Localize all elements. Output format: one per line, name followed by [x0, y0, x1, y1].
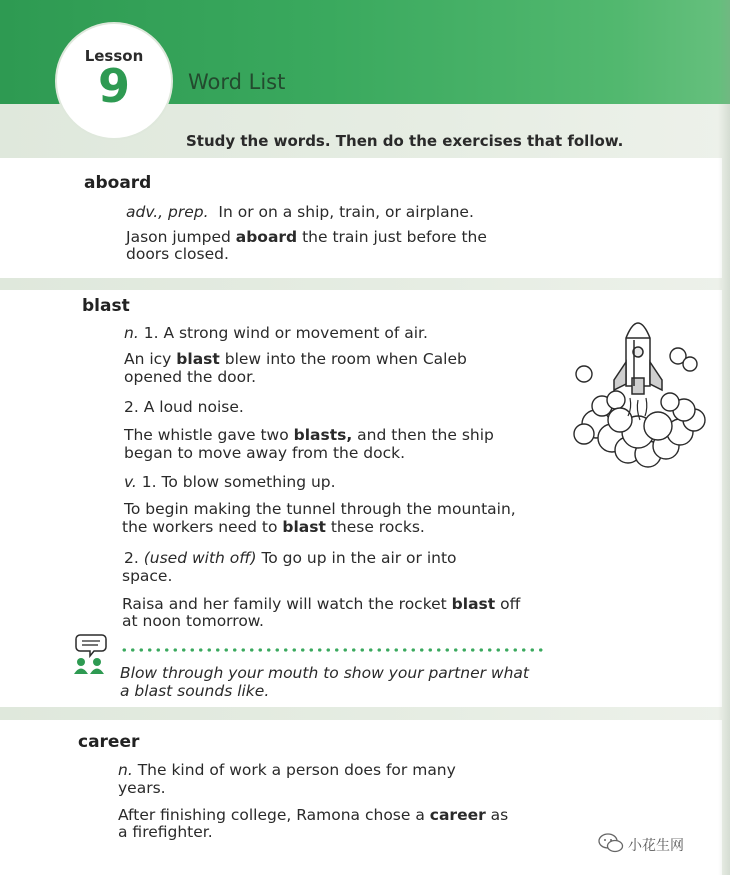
- partner-talk-icon: [72, 633, 112, 677]
- definition-aboard: [126, 203, 474, 221]
- example-text: An icy: [124, 350, 177, 368]
- page-title: Word List: [188, 70, 286, 94]
- example-career-line2: a firefighter.: [118, 823, 213, 841]
- example-keyword: blasts,: [293, 426, 353, 444]
- example-blast-3-line1: To begin making the tunnel through the mountain,: [124, 500, 516, 518]
- definition-text: To go up in the air or into: [256, 549, 457, 567]
- pos-noun: n.: [118, 761, 133, 779]
- definition-blast-4: [124, 549, 457, 567]
- sense-number: 2.: [124, 549, 139, 567]
- example-text: and then the ship: [352, 426, 494, 444]
- pos-noun: n.: [124, 324, 139, 342]
- example-text: Raisa and her family will watch the rocket: [122, 595, 452, 613]
- definition-blast-2: [124, 398, 244, 416]
- example-aboard: [126, 228, 487, 246]
- example-keyword: aboard: [235, 228, 298, 246]
- usage-note: (used with off): [143, 549, 257, 567]
- definition-text: A loud noise.: [143, 398, 244, 416]
- example-text: The whistle gave two: [124, 426, 294, 444]
- example-text: After finishing college, Ramona chose a: [118, 806, 430, 824]
- page-edge-shadow: [718, 0, 730, 875]
- example-blast-4-line2: at noon tomorrow.: [122, 612, 264, 630]
- definition-text: In or on a ship, train, or airplane.: [218, 203, 474, 221]
- pos-aboard: adv., prep.: [126, 203, 209, 221]
- definition-blast-4-line2: space.: [122, 567, 173, 585]
- headword-career: career: [78, 732, 140, 752]
- partner-tip: [120, 664, 560, 700]
- example-keyword: career: [429, 806, 486, 824]
- example-text: off: [495, 595, 521, 613]
- dotted-divider: [120, 648, 545, 652]
- definition-text: To blow something up.: [161, 473, 336, 491]
- sense-number: 1.: [143, 324, 159, 342]
- definition-blast-1: [124, 324, 428, 342]
- example-blast-3: [122, 518, 425, 536]
- example-blast-4: [122, 595, 520, 613]
- lesson-number: 9: [97, 59, 130, 113]
- headword-aboard: aboard: [84, 173, 152, 193]
- example-keyword: blast: [282, 518, 326, 536]
- definition-text: The kind of work a person does for many: [137, 761, 456, 779]
- tip-line-1: Blow through your mouth to show your partner what: [120, 664, 529, 682]
- sense-number: 1.: [141, 473, 157, 491]
- example-keyword: blast: [451, 595, 496, 613]
- sense-number: 2.: [124, 398, 139, 416]
- definition-career: [118, 761, 456, 779]
- pos-verb: v.: [124, 473, 137, 491]
- instructions: Study the words. Then do the exercises that follow.: [186, 132, 624, 150]
- definition-career-line2: years.: [118, 779, 166, 797]
- example-blast-1: [124, 350, 467, 368]
- example-career: [118, 806, 508, 824]
- rocket-illustration: [566, 306, 712, 472]
- headword-blast: blast: [82, 296, 130, 316]
- definition-text: A strong wind or movement of air.: [163, 324, 428, 342]
- example-text: the train just before the: [297, 228, 487, 246]
- example-text: as: [485, 806, 509, 824]
- example-blast-1-line2: opened the door.: [124, 368, 257, 386]
- example-aboard-line2: doors closed.: [126, 245, 229, 263]
- lesson-label: Lesson: [84, 47, 144, 65]
- tip-line-2: a blast sounds like.: [120, 682, 270, 700]
- example-blast-2-line2: began to move away from the dock.: [124, 444, 406, 462]
- definition-blast-3: [124, 473, 336, 491]
- example-text: Jason jumped: [126, 228, 236, 246]
- example-text: these rocks.: [325, 518, 425, 536]
- example-keyword: blast: [176, 350, 220, 368]
- wechat-icon: [598, 832, 624, 854]
- example-text: blew into the room when Caleb: [219, 350, 467, 368]
- lesson-badge: [57, 24, 171, 138]
- example-text: the workers need to: [122, 518, 283, 536]
- example-blast-2: [124, 426, 494, 444]
- watermark-text: 小花生网: [628, 838, 684, 854]
